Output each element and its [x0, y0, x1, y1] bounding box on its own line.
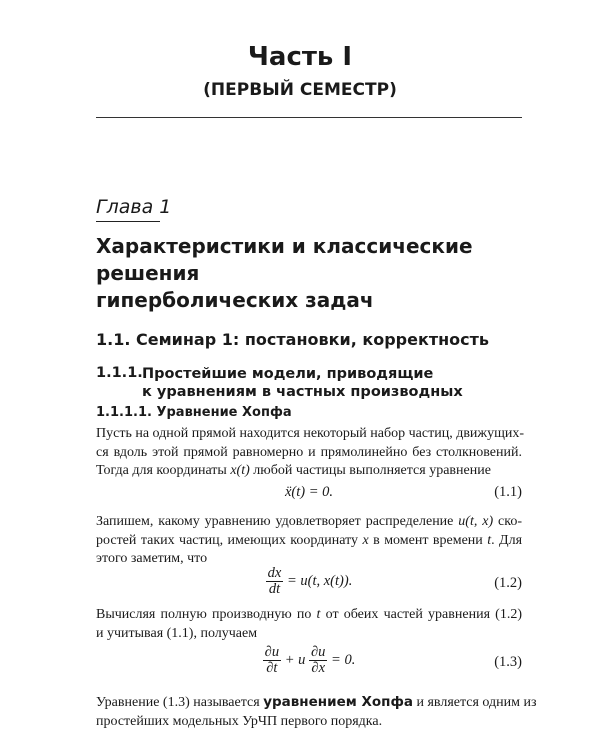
fraction-numerator: ∂u — [311, 644, 326, 660]
text-run: ростей таких частиц, имеющих координату — [96, 532, 359, 548]
equation-1-3-rhs: = 0. — [331, 651, 356, 668]
text-run: Уравнение (1.3) называется — [96, 695, 260, 710]
fraction-dx-dt — [266, 566, 284, 597]
part-title: Часть I — [247, 42, 353, 72]
text-run: в момент времени — [373, 532, 483, 548]
paragraph-2 — [96, 513, 522, 569]
fraction-du-dt — [263, 645, 281, 676]
fraction-denominator: ∂t — [266, 660, 278, 676]
paragraph-3-line-1 — [96, 606, 522, 625]
equation-1-3-body — [96, 645, 522, 676]
paragraph-1-line-3 — [96, 462, 522, 481]
subsubsection-heading: 1.1.1.1. Уравнение Хопфа — [96, 405, 292, 420]
equation-1-2-body — [96, 566, 522, 597]
paragraph-4-line-2: простейших модельных УрЧП первого порядка. — [96, 713, 383, 729]
fraction-denominator: ∂x — [311, 660, 326, 676]
paragraph-1 — [96, 425, 525, 481]
fraction-numerator: dx — [267, 565, 282, 581]
paragraph-2-line-1 — [96, 513, 522, 532]
paragraph-1-line-1: Пусть на одной прямой находится некоторый набор частиц, движущих- — [96, 426, 525, 441]
part-subtitle: (ПЕРВЫЙ СЕМЕСТР) — [203, 80, 397, 100]
equation-1-3 — [96, 645, 522, 681]
subsection-heading-line-1: Простейшие модели, приводящие — [142, 366, 434, 382]
subsection-heading — [142, 365, 463, 401]
paragraph-4 — [96, 693, 537, 731]
equation-1-1-body: ẍ(t) = 0. — [284, 484, 334, 500]
text-run: ско- — [498, 514, 522, 529]
paragraph-2-line-2 — [96, 532, 522, 551]
text-run: Тогда для координаты — [96, 463, 227, 478]
equation-1-1 — [96, 484, 522, 504]
text-run: . Для — [491, 532, 523, 548]
paragraph-2-line-3: этого заметим, что — [96, 551, 208, 566]
text-run: Вычисляя полную производную по — [96, 607, 312, 622]
chapter-title-line-2: гиперболических задач — [96, 288, 374, 312]
text-run: Запишем, какому уравнению удовлетворяет распределение — [96, 514, 454, 529]
text-run: от обеих частей уравнения (1.2) — [325, 607, 523, 622]
subsection-number: 1.1.1. — [96, 365, 143, 381]
paragraph-3 — [96, 606, 522, 643]
paragraph-4-line-1 — [96, 693, 537, 713]
chapter-title — [96, 233, 536, 314]
chapter-underline — [96, 221, 160, 222]
paragraph-1-line-2: ся вдоль этой прямой равномерно и прямолинейно без столкновений. — [96, 444, 522, 460]
paragraph-3-line-2: и учитывая (1.1), получаем — [96, 625, 258, 641]
term-hopf-equation: уравнением Хопфа — [263, 694, 413, 710]
math-x: x — [362, 532, 369, 548]
equation-1-2-rhs: = u(t, x(t)). — [286, 572, 353, 589]
text-run: любой частицы выполняется уравнение — [253, 463, 491, 478]
fraction-denominator: dt — [268, 581, 281, 597]
equation-1-1-number: (1.1) — [494, 484, 522, 500]
subsection-heading-line-2: к уравнениям в частных производных — [142, 384, 463, 400]
part-divider — [96, 117, 522, 118]
math-u-of-tx: u(t, x) — [458, 514, 494, 529]
chapter-label: Глава 1 — [96, 196, 172, 218]
fraction-du-dx — [309, 645, 327, 676]
chapter-title-line-1: Характеристики и классические решения — [96, 234, 473, 285]
equation-1-2-number: (1.2) — [494, 575, 522, 591]
fraction-numerator: ∂u — [264, 644, 280, 660]
math-t: t — [316, 607, 321, 622]
equation-1-2 — [96, 566, 522, 602]
math-x-of-t: x(t) — [230, 463, 250, 478]
section-heading: 1.1. Семинар 1: постановки, корректность — [96, 330, 490, 349]
math-t: t — [487, 532, 492, 548]
equation-1-3-plus-u: + u — [284, 651, 306, 668]
text-run: и является одним из — [416, 695, 537, 710]
equation-1-3-number: (1.3) — [494, 654, 522, 670]
